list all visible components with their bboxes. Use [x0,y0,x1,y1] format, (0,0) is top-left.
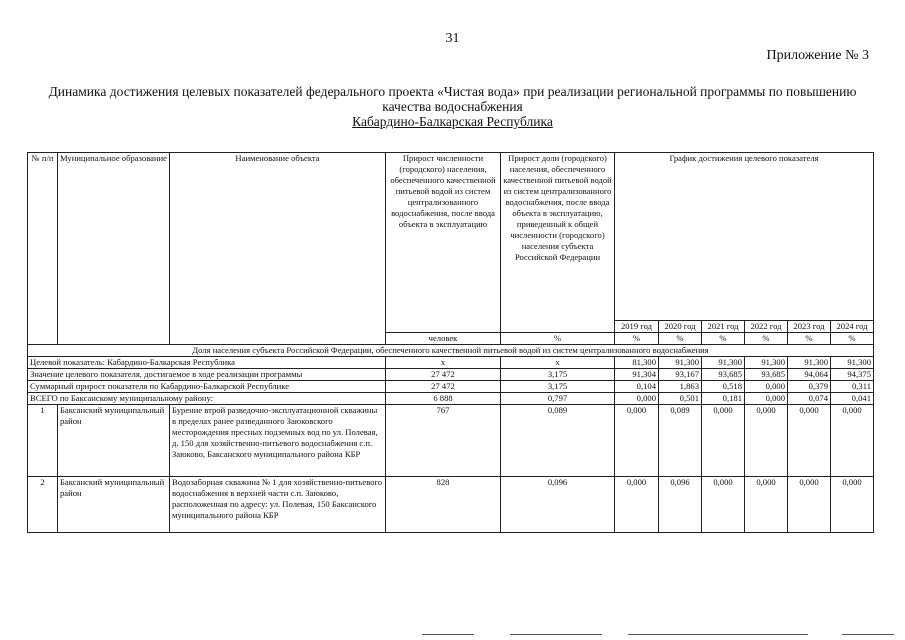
summary-people: х [386,357,501,369]
object-value: 0,000 [615,405,659,477]
footer-rule [422,634,474,635]
summary-row [28,381,874,393]
object-share: 0,089 [501,405,615,477]
summary-value: 91,304 [615,369,659,381]
unit-percent: % [788,333,831,345]
document-title [30,84,875,129]
header-schedule: График достижения целевого показателя [615,153,874,321]
summary-value: 0,000 [745,393,788,405]
unit-percent: % [659,333,702,345]
object-name: Водозаборная скважина № 1 для хозяйственно-питьевого водоснабжения в верхней части с.п. Заюково, расположенная по адресу: ул. Полевая, 150 Баксанского муниципального района КБР [170,477,386,533]
summary-people: 6 888 [386,393,501,405]
summary-value: 0,518 [702,381,745,393]
summary-value: 94,064 [788,369,831,381]
footer-rule [628,634,808,635]
unit-percent: % [615,333,659,345]
object-num: 1 [28,405,58,477]
header-year: 2022 год [745,321,788,333]
summary-people: 27 472 [386,369,501,381]
summary-value: 93,685 [702,369,745,381]
object-municipality: Баксанский муниципальный район [58,405,170,477]
summary-label: Суммарный прирост показателя по Кабардино-Балкарской Республике [28,381,386,393]
summary-value: 1,863 [659,381,702,393]
summary-value: 81,300 [615,357,659,369]
object-num: 2 [28,477,58,533]
summary-value: 0,000 [745,381,788,393]
indicator-table [27,152,874,533]
unit-percent: % [831,333,874,345]
unit-people: человек [386,333,501,345]
footer-rule [510,634,602,635]
summary-row [28,393,874,405]
header-population-growth: Прирост численности (городского) населения, обеспеченного качественной питьевой водой из систем централизованного водоснабжения, после ввода объекта в эксплуатацию [386,153,501,333]
appendix-label: Приложение № 3 [766,48,869,63]
summary-share: 0,797 [501,393,615,405]
title-line-2: качества водоснабжения [382,99,523,114]
summary-value: 0,000 [615,393,659,405]
summary-people: 27 472 [386,381,501,393]
summary-label: Значение целевого показателя, достигаемое в ходе реализации программы [28,369,386,381]
summary-value: 0,311 [831,381,874,393]
summary-value: 0,501 [659,393,702,405]
object-row [28,405,874,477]
summary-value: 0,041 [831,393,874,405]
summary-value: 94,375 [831,369,874,381]
summary-label: ВСЕГО по Баксанскому муниципальному району: [28,393,386,405]
object-municipality: Баксанский муниципальный район [58,477,170,533]
title-region: Кабардино-Балкарская Республика [352,114,553,129]
header-year: 2024 год [831,321,874,333]
object-value: 0,096 [659,477,702,533]
section-title: Доля населения субъекта Российской Федерации, обеспеченного качественной питьевой водой из систем централизованного водоснабжения [28,345,874,357]
summary-value: 0,181 [702,393,745,405]
unit-percent: % [702,333,745,345]
summary-share: 3,175 [501,381,615,393]
header-row [28,153,874,321]
object-value: 0,089 [659,405,702,477]
object-people: 828 [386,477,501,533]
summary-value: 91,300 [831,357,874,369]
object-value: 0,000 [831,405,874,477]
summary-value: 91,300 [659,357,702,369]
object-value: 0,000 [831,477,874,533]
section-title-row [28,345,874,357]
summary-value: 93,167 [659,369,702,381]
summary-value: 0,379 [788,381,831,393]
header-share-growth: Прирост доли (городского) населения, обеспеченного качественной питьевой водой из систем централизованного водоснабжения, после ввода объекта в эксплуатацию, приведенный к общей численности (городского) населения субъекта Российской Федерации [501,153,615,333]
summary-share: х [501,357,615,369]
object-value: 0,000 [615,477,659,533]
object-value: 0,000 [745,477,788,533]
title-line-1: Динамика достижения целевых показателей федерального проекта «Чистая вода» при реализации региональной программы по повышению [48,84,857,99]
header-year: 2021 год [702,321,745,333]
header-municipality: Муниципальное образование [58,153,170,345]
summary-value: 91,300 [788,357,831,369]
summary-value: 0,074 [788,393,831,405]
summary-row [28,357,874,369]
summary-share: 3,175 [501,369,615,381]
object-value: 0,000 [702,477,745,533]
summary-value: 0,104 [615,381,659,393]
footer-rule [842,634,894,635]
object-value: 0,000 [788,405,831,477]
summary-label: Целевой показатель: Кабардино-Балкарская Республика [28,357,386,369]
object-value: 0,000 [788,477,831,533]
object-name: Бурение втрой разведочно-эксплуатационной скважины в пределах ранее разведанного Заюковского месторождения пресных подземных вод по ул. Полевая, д. 150 для хозяйственно-питьевого водоснабжения с.п. Заюково, Баксанского муниципального района КБР [170,405,386,477]
object-people: 767 [386,405,501,477]
object-value: 0,000 [745,405,788,477]
header-object: Наименование объекта [170,153,386,345]
footer-rules [0,634,905,636]
summary-value: 91,300 [745,357,788,369]
header-year: 2020 год [659,321,702,333]
object-value: 0,000 [702,405,745,477]
object-row [28,477,874,533]
object-share: 0,096 [501,477,615,533]
header-num: № п/п [28,153,58,345]
summary-value: 91,300 [702,357,745,369]
summary-row [28,369,874,381]
page-number: 31 [445,31,460,46]
summary-value: 93,685 [745,369,788,381]
header-year: 2023 год [788,321,831,333]
unit-percent: % [745,333,788,345]
unit-percent: % [501,333,615,345]
header-year: 2019 год [615,321,659,333]
